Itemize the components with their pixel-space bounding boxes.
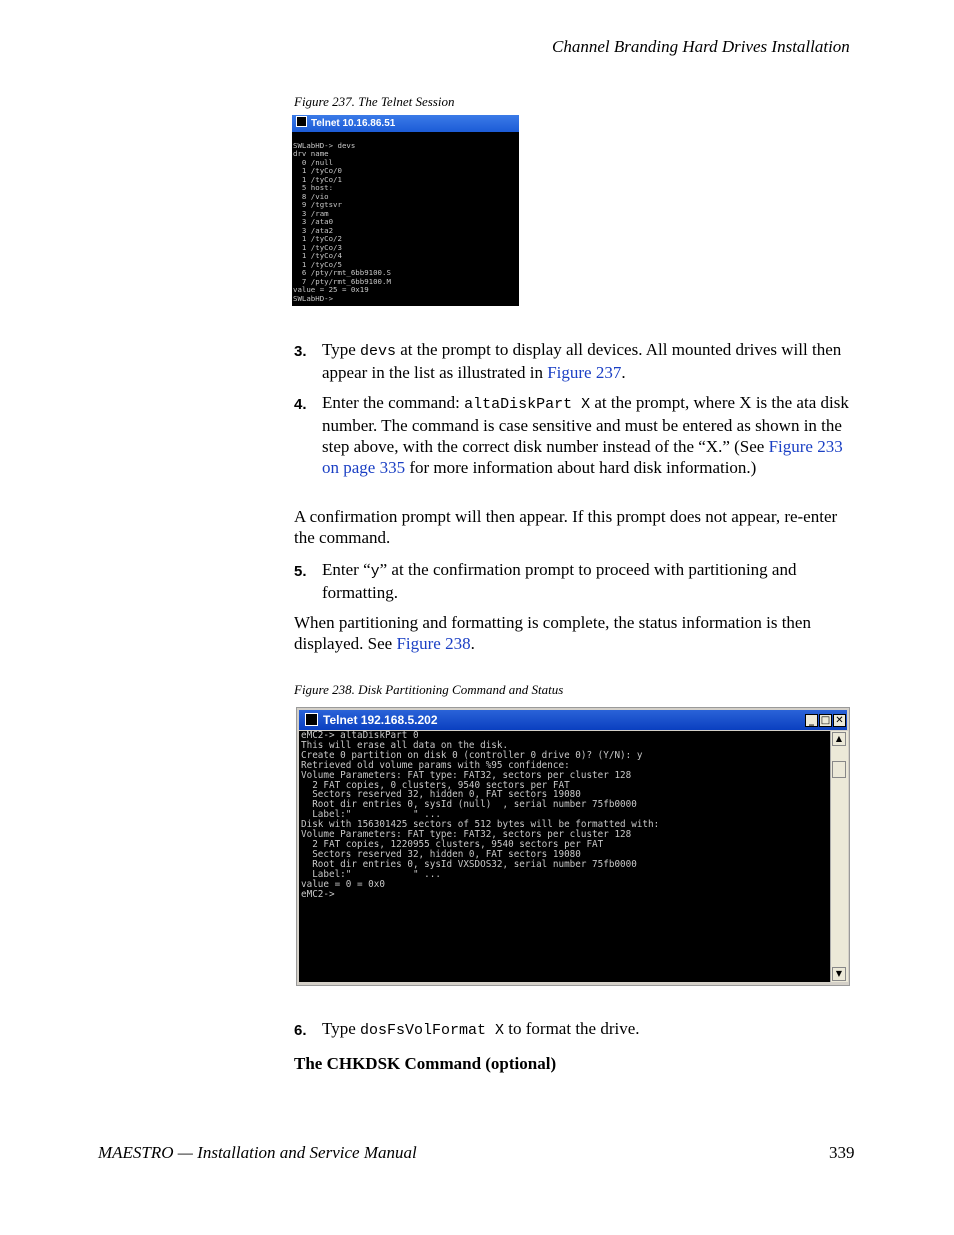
- terminal-line: Root dir entries 0, sysId (null) , serial number 75fb0000: [301, 799, 637, 811]
- telnet-icon: [305, 713, 318, 726]
- terminal-line: 2 FAT copies, 0 clusters, 9540 sectors per FAT: [301, 779, 570, 791]
- terminal-line: This will erase all data on the disk.: [301, 739, 509, 751]
- step-4: [294, 392, 856, 478]
- step-text: Enter the command:: [322, 393, 465, 412]
- terminal-line: Create 0 partition on disk 0 (controller 0 drive 0)? (Y/N): y: [301, 749, 643, 761]
- terminal-line: 5 host:: [293, 183, 334, 192]
- inline-code: dosFsVolFormat X: [360, 1022, 505, 1039]
- window-title: Telnet 10.16.86.51: [311, 118, 396, 129]
- terminal-line: eMC2-> altaDiskPart 0: [301, 730, 419, 741]
- terminal-line: 3 /ata0: [293, 217, 334, 226]
- step-6: [294, 1018, 856, 1041]
- inline-code: y: [370, 563, 380, 580]
- terminal-line: 1 /tyCo/3: [293, 242, 342, 252]
- paragraph-text: .: [470, 634, 475, 653]
- terminal-line: 3 /ata2: [293, 225, 334, 235]
- terminal-output-large[interactable]: [299, 731, 830, 982]
- terminal-line: eMC2->: [301, 888, 335, 900]
- figure-233-link[interactable]: Figure 233 on page 335: [322, 437, 843, 477]
- step-3: [294, 339, 856, 383]
- step-text: Type: [322, 340, 360, 359]
- figure-238-caption: Figure 238. Disk Partitioning Command and Status: [294, 682, 564, 697]
- step-number: 5.: [294, 563, 307, 580]
- terminal-line: 1 /tyCo/2: [293, 234, 342, 243]
- step-text: Enter “: [322, 560, 371, 579]
- terminal-line: 0 /null: [293, 157, 334, 167]
- terminal-output-small[interactable]: [292, 132, 519, 303]
- terminal-line: SWLabHD-> devs: [293, 140, 356, 150]
- terminal-line: value = 25 = 0x19: [293, 285, 369, 294]
- step-text: Type: [322, 1019, 360, 1038]
- terminal-line: SWLabHD->: [293, 293, 334, 303]
- terminal-line: 7 /pty/rmt_6bb9100.M: [293, 276, 391, 286]
- telnet-titlebar-large[interactable]: [299, 710, 847, 730]
- terminal-line: 1 /tyCo/4: [293, 251, 342, 260]
- figure-237-caption: Figure 237. The Telnet Session: [294, 94, 455, 109]
- close-icon[interactable]: ✕: [833, 714, 846, 727]
- terminal-line: 3 /ram: [293, 208, 329, 218]
- footer-manual-title: MAESTRO — Installation and Service Manual: [98, 1143, 417, 1162]
- step-number: 6.: [294, 1022, 307, 1039]
- terminal-line: Retrieved old volume params with %95 confidence:: [301, 759, 570, 771]
- figure-238-link[interactable]: Figure 238: [396, 634, 471, 653]
- step-5: [294, 559, 856, 603]
- scroll-up-icon[interactable]: ▲: [832, 732, 846, 746]
- terminal-line: drv name: [293, 149, 329, 158]
- step-text: .: [621, 363, 626, 382]
- step-number: 3.: [294, 343, 307, 360]
- window-title: Telnet 192.168.5.202: [323, 713, 438, 727]
- step-number: 4.: [294, 396, 307, 413]
- terminal-line: Sectors reserved 32, hidden 0, FAT sectors 19080: [301, 789, 581, 801]
- terminal-line: 1 /tyCo/0: [293, 166, 342, 175]
- terminal-line: Root dir entries 0, sysId VXSDOS32, serial number 75fb0000: [301, 858, 637, 870]
- running-header: Channel Branding Hard Drives Installation: [552, 37, 850, 56]
- section-heading: The CHKDSK Command (optional): [294, 1054, 557, 1073]
- terminal-line: Sectors reserved 32, hidden 0, FAT sectors 19080: [301, 848, 581, 860]
- telnet-titlebar-small[interactable]: [292, 115, 519, 132]
- scrollbar-thumb[interactable]: [832, 761, 846, 778]
- step-text: at the prompt, where X is the ata disk number. The command is case sensitive and must be entered as shown in the step above, with the correct disk number instead of the “X.” (See: [322, 393, 849, 456]
- terminal-line: Label:" " ...: [301, 868, 441, 880]
- inline-code: altaDiskPart X: [464, 396, 591, 413]
- terminal-line: 2 FAT copies, 1220955 clusters, 9540 sectors per FAT: [301, 838, 604, 850]
- maximize-icon[interactable]: □: [820, 715, 831, 726]
- inline-code: devs: [360, 343, 397, 360]
- step-text: to format the drive.: [504, 1019, 640, 1038]
- step-text: ” at the confirmation prompt to proceed with partitioning and formatting.: [322, 560, 797, 602]
- page-number: 339: [829, 1143, 855, 1162]
- vertical-scrollbar[interactable]: [830, 731, 848, 982]
- minimize-icon[interactable]: _: [805, 714, 818, 727]
- terminal-line: 6 /pty/rmt_6bb9100.S: [293, 268, 391, 277]
- step-text: at the prompt to display all devices. All mounted drives will then appear in the list as illustrated in: [322, 340, 842, 382]
- terminal-line: 1 /tyCo/5: [293, 259, 342, 269]
- terminal-line: Disk with 156301425 sectors of 512 bytes will be formatted with:: [301, 819, 660, 831]
- telnet-icon: [296, 116, 307, 127]
- status-paragraph: [294, 612, 856, 654]
- step-text: for more information about hard disk information.): [405, 458, 757, 477]
- confirmation-paragraph: A confirmation prompt will then appear. If this prompt does not appear, re-enter the command.: [294, 507, 838, 547]
- terminal-line: 8 /vio: [293, 191, 329, 201]
- telnet-window-small: [292, 115, 519, 306]
- terminal-line: Label:" " ...: [301, 809, 441, 821]
- terminal-line: 9 /tgtsvr: [293, 200, 342, 209]
- terminal-line: Volume Parameters: FAT type: FAT32, sectors per cluster 128: [301, 769, 632, 781]
- scroll-down-icon[interactable]: ▼: [832, 967, 846, 981]
- terminal-line: 1 /tyCo/1: [293, 174, 342, 184]
- telnet-window-large: [296, 707, 850, 986]
- terminal-line: Volume Parameters: FAT type: FAT32, sectors per cluster 128: [301, 829, 632, 841]
- figure-237-link[interactable]: Figure 237: [547, 363, 622, 382]
- paragraph-text: When partitioning and formatting is complete, the status information is then displayed. See: [294, 613, 811, 653]
- terminal-line: value = 0 = 0x0: [301, 878, 385, 890]
